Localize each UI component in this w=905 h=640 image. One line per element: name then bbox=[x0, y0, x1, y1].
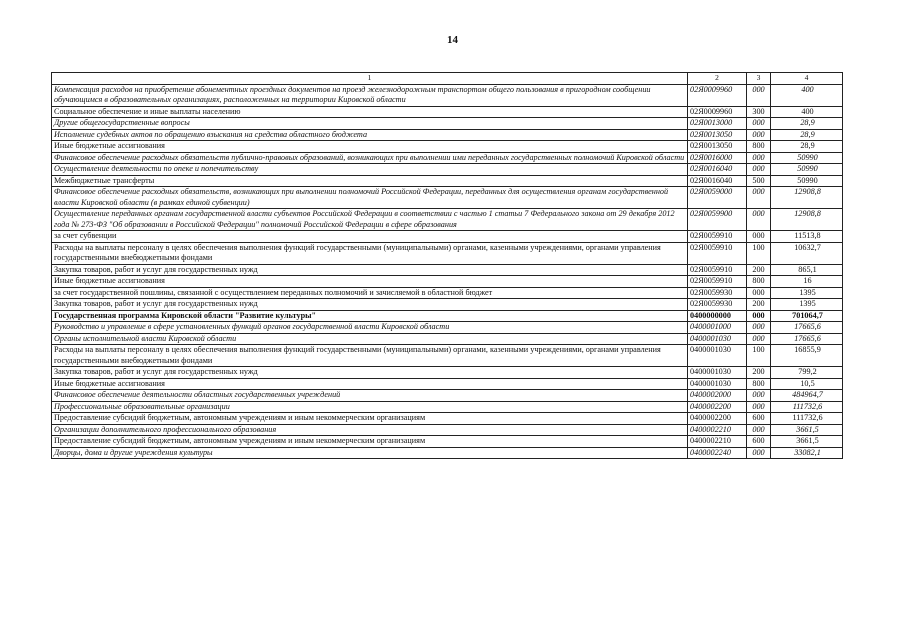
row-type-cell: 600 bbox=[747, 413, 771, 425]
row-type-cell: 000 bbox=[747, 187, 771, 209]
row-amount-cell: 111732,6 bbox=[771, 401, 843, 413]
row-type-cell: 000 bbox=[747, 231, 771, 243]
table-row bbox=[52, 287, 843, 299]
row-type-cell: 000 bbox=[747, 209, 771, 231]
row-code-cell: 0400002240 bbox=[688, 447, 747, 459]
page-number: 14 bbox=[447, 34, 458, 46]
row-amount-cell: 12908,8 bbox=[771, 187, 843, 209]
row-type-cell: 800 bbox=[747, 141, 771, 153]
row-code-cell: 0400002200 bbox=[688, 401, 747, 413]
row-amount-cell: 50990 bbox=[771, 152, 843, 164]
row-type-cell: 800 bbox=[747, 378, 771, 390]
table-row bbox=[52, 141, 843, 153]
row-name-cell: Организации дополнительного профессионального образования bbox=[52, 424, 688, 436]
row-code-cell: 0400000000 bbox=[688, 310, 747, 322]
row-type-cell: 500 bbox=[747, 175, 771, 187]
row-type-cell: 000 bbox=[747, 401, 771, 413]
table-row bbox=[52, 447, 843, 459]
row-name-cell: Иные бюджетные ассигнования bbox=[52, 141, 688, 153]
row-amount-cell: 17665,6 bbox=[771, 333, 843, 345]
row-name-cell: Предоставление субсидий бюджетным, автономным учреждениям и иным некоммерческим организациям bbox=[52, 436, 688, 448]
table-row bbox=[52, 164, 843, 176]
row-amount-cell: 865,1 bbox=[771, 264, 843, 276]
row-code-cell: 02Я0059930 bbox=[688, 299, 747, 311]
row-name-cell: Иные бюджетные ассигнования bbox=[52, 276, 688, 288]
row-type-cell: 000 bbox=[747, 447, 771, 459]
row-name-cell: Финансовое обеспечение расходных обязательств, возникающих при выполнении полномочий Российской Федерации, переданных для осуществления органам государственной власти Кировской области (в рамках единой субвенции) bbox=[52, 187, 688, 209]
row-type-cell: 300 bbox=[747, 106, 771, 118]
row-code-cell: 0400002200 bbox=[688, 413, 747, 425]
row-code-cell: 02Я0059910 bbox=[688, 276, 747, 288]
row-name-cell: Исполнение судебных актов по обращению взыскания на средства областного бюджета bbox=[52, 129, 688, 141]
table-row bbox=[52, 118, 843, 130]
row-name-cell: Расходы на выплаты персоналу в целях обеспечения выполнения функций государственными (муниципальными) органами, казенными учреждениями, органами управления государственными внебюджетными фондами bbox=[52, 345, 688, 367]
row-type-cell: 200 bbox=[747, 264, 771, 276]
table-row bbox=[52, 413, 843, 425]
table-row bbox=[52, 209, 843, 231]
row-amount-cell: 10632,7 bbox=[771, 242, 843, 264]
table-row bbox=[52, 401, 843, 413]
row-type-cell: 100 bbox=[747, 345, 771, 367]
row-code-cell: 02Я0013050 bbox=[688, 141, 747, 153]
row-amount-cell: 17665,6 bbox=[771, 322, 843, 334]
row-type-cell: 000 bbox=[747, 118, 771, 130]
row-name-cell: Предоставление субсидий бюджетным, автономным учреждениям и иным некоммерческим организациям bbox=[52, 413, 688, 425]
header-col-type: 3 bbox=[747, 73, 771, 85]
row-type-cell: 200 bbox=[747, 299, 771, 311]
row-amount-cell: 484964,7 bbox=[771, 390, 843, 402]
row-name-cell: за счет государственной пошлины, связанной с осуществлением переданных полномочий и зачисляемой в областной бюджет bbox=[52, 287, 688, 299]
row-name-cell: Государственная программа Кировской области "Развитие культуры" bbox=[52, 310, 688, 322]
row-amount-cell: 50990 bbox=[771, 175, 843, 187]
row-name-cell: Расходы на выплаты персоналу в целях обеспечения выполнения функций государственными (муниципальными) органами, казенными учреждениями, органами управления государственными внебюджетными фондами bbox=[52, 242, 688, 264]
row-name-cell: Другие общегосударственные вопросы bbox=[52, 118, 688, 130]
row-amount-cell: 16 bbox=[771, 276, 843, 288]
table-row bbox=[52, 276, 843, 288]
row-code-cell: 02Я0016000 bbox=[688, 152, 747, 164]
table-row bbox=[52, 345, 843, 367]
table-row bbox=[52, 436, 843, 448]
row-code-cell: 02Я0059910 bbox=[688, 264, 747, 276]
row-amount-cell: 3661,5 bbox=[771, 424, 843, 436]
row-code-cell: 02Я0016040 bbox=[688, 175, 747, 187]
row-name-cell: Профессиональные образовательные организации bbox=[52, 401, 688, 413]
row-name-cell: Закупка товаров, работ и услуг для государственных нужд bbox=[52, 299, 688, 311]
table-row bbox=[52, 367, 843, 379]
row-name-cell: Осуществление переданных органам государственной власти субъектов Российской Федерации в соответствии с частью 1 статьи 7 Федерального закона от 29 декабря 2012 года № 273-ФЗ "Об образовании в Российской Федерации" полномочий Российской Федерации в сфере образования bbox=[52, 209, 688, 231]
table-row bbox=[52, 424, 843, 436]
row-amount-cell: 33082,1 bbox=[771, 447, 843, 459]
row-amount-cell: 11513,8 bbox=[771, 231, 843, 243]
row-code-cell: 02Я0013000 bbox=[688, 118, 747, 130]
row-code-cell: 0400001000 bbox=[688, 322, 747, 334]
row-code-cell: 02Я0059900 bbox=[688, 209, 747, 231]
row-amount-cell: 701064,7 bbox=[771, 310, 843, 322]
row-name-cell: Дворцы, дома и другие учреждения культуры bbox=[52, 447, 688, 459]
budget-table bbox=[51, 72, 843, 459]
row-amount-cell: 28,9 bbox=[771, 118, 843, 130]
row-amount-cell: 28,9 bbox=[771, 141, 843, 153]
row-name-cell: Органы исполнительной власти Кировской области bbox=[52, 333, 688, 345]
table-row bbox=[52, 310, 843, 322]
table-row bbox=[52, 84, 843, 106]
row-code-cell: 02Я0013050 bbox=[688, 129, 747, 141]
table-row bbox=[52, 264, 843, 276]
row-code-cell: 0400001030 bbox=[688, 333, 747, 345]
table-header-row bbox=[52, 73, 843, 85]
row-code-cell: 02Я0059000 bbox=[688, 187, 747, 209]
row-name-cell: Иные бюджетные ассигнования bbox=[52, 378, 688, 390]
row-amount-cell: 1395 bbox=[771, 299, 843, 311]
header-col-amount: 4 bbox=[771, 73, 843, 85]
table-row bbox=[52, 152, 843, 164]
row-name-cell: Осуществление деятельности по опеке и попечительству bbox=[52, 164, 688, 176]
row-code-cell: 0400001030 bbox=[688, 345, 747, 367]
row-code-cell: 02Я0016040 bbox=[688, 164, 747, 176]
row-amount-cell: 50990 bbox=[771, 164, 843, 176]
row-type-cell: 000 bbox=[747, 333, 771, 345]
row-amount-cell: 12908,8 bbox=[771, 209, 843, 231]
row-amount-cell: 10,5 bbox=[771, 378, 843, 390]
row-type-cell: 000 bbox=[747, 424, 771, 436]
row-code-cell: 02Я0059930 bbox=[688, 287, 747, 299]
row-type-cell: 000 bbox=[747, 129, 771, 141]
table-row bbox=[52, 129, 843, 141]
row-amount-cell: 400 bbox=[771, 84, 843, 106]
row-type-cell: 000 bbox=[747, 164, 771, 176]
row-type-cell: 800 bbox=[747, 276, 771, 288]
table-row bbox=[52, 175, 843, 187]
row-amount-cell: 400 bbox=[771, 106, 843, 118]
row-code-cell: 0400002210 bbox=[688, 424, 747, 436]
row-code-cell: 02Я0009960 bbox=[688, 106, 747, 118]
row-type-cell: 600 bbox=[747, 436, 771, 448]
row-type-cell: 100 bbox=[747, 242, 771, 264]
row-code-cell: 02Я0059910 bbox=[688, 242, 747, 264]
row-type-cell: 000 bbox=[747, 322, 771, 334]
row-code-cell: 02Я0009960 bbox=[688, 84, 747, 106]
row-type-cell: 200 bbox=[747, 367, 771, 379]
row-code-cell: 0400001030 bbox=[688, 378, 747, 390]
row-name-cell: Финансовое обеспечение деятельности областных государственных учреждений bbox=[52, 390, 688, 402]
table-row bbox=[52, 187, 843, 209]
table-row bbox=[52, 242, 843, 264]
table-row bbox=[52, 231, 843, 243]
table-row bbox=[52, 106, 843, 118]
row-type-cell: 000 bbox=[747, 152, 771, 164]
table-row bbox=[52, 299, 843, 311]
row-name-cell: Руководство и управление в сфере установленных функций органов государственной власти Кировской области bbox=[52, 322, 688, 334]
header-col-name: 1 bbox=[52, 73, 688, 85]
row-type-cell: 000 bbox=[747, 310, 771, 322]
row-code-cell: 0400002210 bbox=[688, 436, 747, 448]
row-amount-cell: 1395 bbox=[771, 287, 843, 299]
row-amount-cell: 799,2 bbox=[771, 367, 843, 379]
row-name-cell: Межбюджетные трансферты bbox=[52, 175, 688, 187]
row-amount-cell: 16855,9 bbox=[771, 345, 843, 367]
header-col-code: 2 bbox=[688, 73, 747, 85]
row-type-cell: 000 bbox=[747, 390, 771, 402]
row-name-cell: Социальное обеспечение и иные выплаты населению bbox=[52, 106, 688, 118]
row-amount-cell: 111732,6 bbox=[771, 413, 843, 425]
row-amount-cell: 28,9 bbox=[771, 129, 843, 141]
row-code-cell: 0400001030 bbox=[688, 367, 747, 379]
table-row bbox=[52, 333, 843, 345]
row-type-cell: 000 bbox=[747, 84, 771, 106]
row-name-cell: Закупка товаров, работ и услуг для государственных нужд bbox=[52, 264, 688, 276]
row-name-cell: Закупка товаров, работ и услуг для государственных нужд bbox=[52, 367, 688, 379]
row-name-cell: Компенсация расходов на приобретение абонементных проездных документов на проезд железнодорожным транспортом общего пользования в пригородном сообщении обучающимся в образовательных организациях, расположенных на территории Кировской области bbox=[52, 84, 688, 106]
row-name-cell: Финансовое обеспечение расходных обязательств публично-правовых образований, возникающих при выполнении ими переданных государственных полномочий Кировской области bbox=[52, 152, 688, 164]
row-type-cell: 000 bbox=[747, 287, 771, 299]
row-code-cell: 0400002000 bbox=[688, 390, 747, 402]
table-row bbox=[52, 390, 843, 402]
table-row bbox=[52, 322, 843, 334]
row-amount-cell: 3661,5 bbox=[771, 436, 843, 448]
table-row bbox=[52, 378, 843, 390]
row-code-cell: 02Я0059910 bbox=[688, 231, 747, 243]
row-name-cell: за счет субвенции bbox=[52, 231, 688, 243]
